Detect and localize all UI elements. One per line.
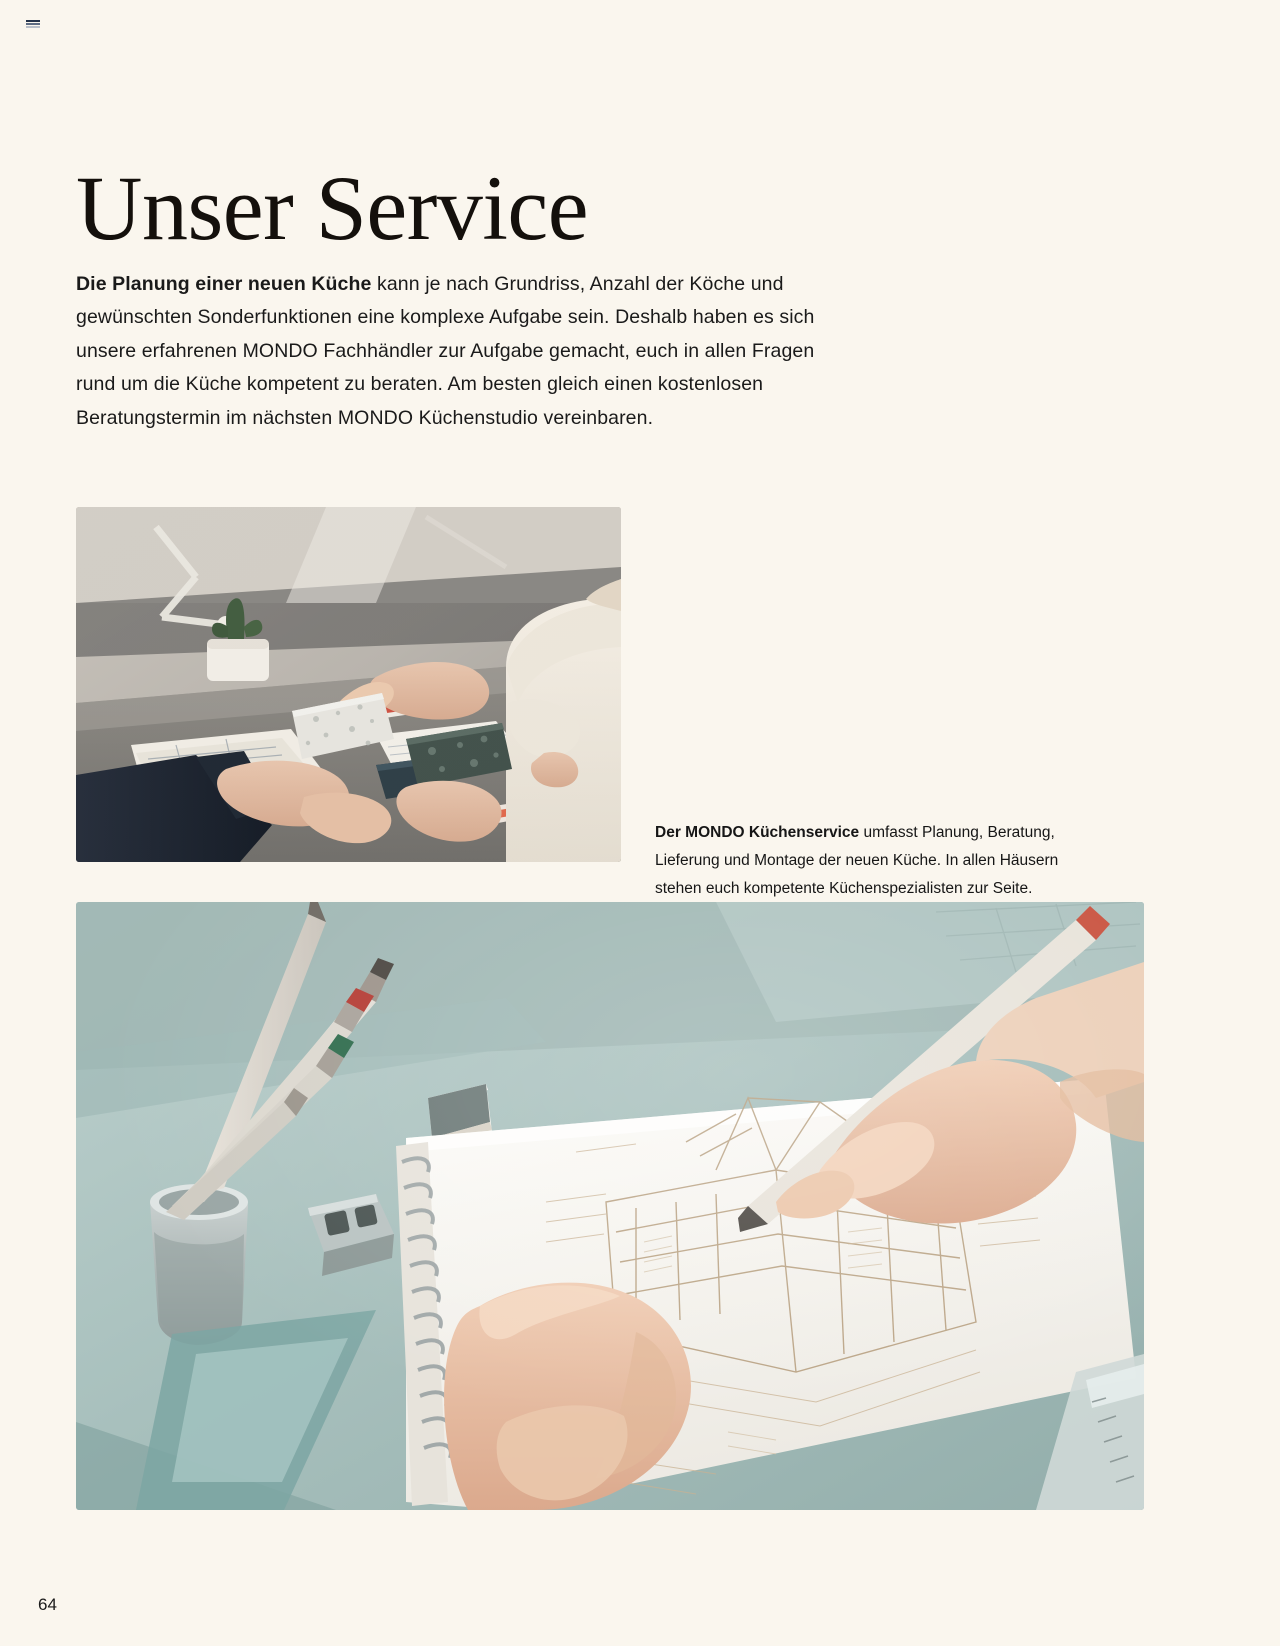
bookmark-lines-icon [26,20,40,29]
caption-lead: Der MONDO Küchenservice [655,823,860,841]
intro-body: kann je nach Grundriss, Anzahl der Köche und gewünschten Sonderfunktionen eine komplexe Aufgabe sein. Deshalb haben es sich unsere erfahrenen MONDO Fachhändler zur Aufgabe gemacht, euch in allen Fragen rund um die Küche kompetent zu beraten. Am besten gleich einen kostenlosen Beratungstermin im nächsten MONDO Küchenstudio vereinbaren. [76,272,815,429]
page-title: Unser Service [76,156,589,259]
caption-body: umfasst Planung, Beratung, Lieferung und Montage der neuen Küche. In allen Häusern stehen euch kompetente Küchenspezialisten zur Seite. [655,823,1059,897]
intro-paragraph [76,268,836,436]
consultation-photo [76,507,621,862]
service-caption [655,819,1103,903]
sketching-photo [76,902,1144,1510]
page-number: 64 [38,1595,57,1614]
intro-lead: Die Planung einer neuen Küche [76,272,372,295]
